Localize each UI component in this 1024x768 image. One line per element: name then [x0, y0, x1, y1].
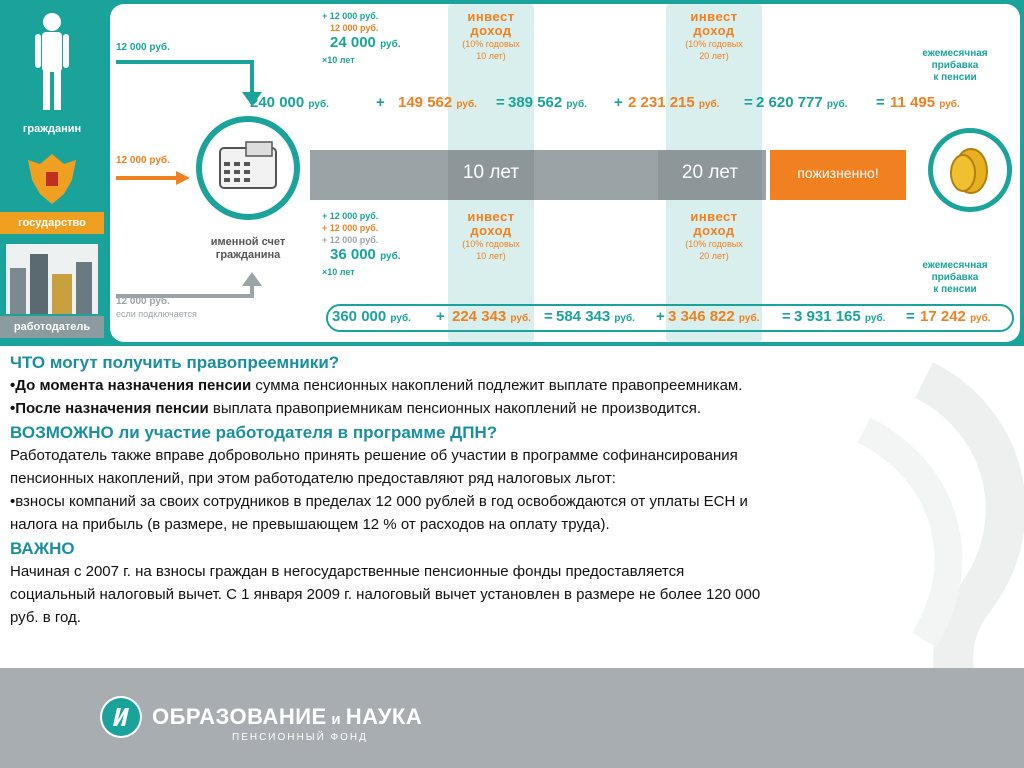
top-eq-2: = [744, 94, 753, 111]
state-label: государство [0, 212, 104, 234]
invest-label-bottom-20: инвест доход (10% годовых 20 лет) [685, 209, 743, 261]
account-label-line1: именной счет [210, 236, 286, 248]
top-v2: 149 562 руб. [398, 94, 477, 111]
top-v6: 11 495 руб. [890, 94, 960, 111]
lifelong-label: пожизненно! [797, 165, 879, 181]
top-plus-2: + [614, 94, 623, 111]
top-total: 24 000 руб. [330, 34, 401, 51]
coins-icon [933, 133, 1007, 207]
top-eq-3: = [876, 94, 885, 111]
top-v4: 2 231 215 руб. [628, 94, 720, 111]
timeline-label-10: 10 лет [462, 162, 520, 183]
bullet-after-pension: •После назначения пенсии выплата правоприемникам пенсионных накоплений не производится. [10, 400, 701, 417]
fund-subtitle: ПЕНСИОННЫЙ ФОНД [232, 732, 368, 743]
footer [0, 668, 1024, 768]
top-eq-1: = [496, 94, 505, 111]
text-section [10, 352, 1014, 629]
fund-name: ОБРАЗОВАНИЕ и НАУКА [152, 704, 423, 729]
employer-buildings-image [6, 244, 98, 314]
bottom-eq-1: = [544, 308, 553, 325]
employer-para-line3: •взносы компаний за своих сотрудников в пределах 12 000 рублей в год освобождаются от уплаты ЕСН и [10, 493, 748, 510]
top-sum-line-1: + 12 000 руб. [322, 11, 379, 21]
timeline-bar-cap [310, 150, 360, 200]
employer-amount: 12 000 руб. [116, 296, 170, 307]
heading-employer: ВОЗМОЖНО ли участие работодателя в программе ДПН? [10, 423, 498, 442]
citizen-icon [30, 10, 74, 115]
bullet-before-pension: •До момента назначения пенсии сумма пенсионных накоплений подлежит выплате правопреемникам. [10, 377, 743, 394]
fund-logo-icon [100, 696, 142, 738]
citizen-arrow-icon [114, 56, 264, 108]
account-label [192, 236, 304, 262]
employer-para-line1: Работодатель также вправе добровольно принять решение об участии в программе софинансирования [10, 447, 738, 464]
bottom-v5: 3 931 165 руб. [794, 308, 886, 325]
employer-label: работодатель [0, 316, 104, 338]
employer-para-line4: налога на прибыль (в размере, не превышающем 12 % от расходов на оплату труда). [10, 516, 610, 533]
top-sum-column [322, 10, 422, 66]
state-amount: 12 000 руб. [116, 155, 170, 166]
bottom-sum-line-2: + 12 000 руб. [322, 223, 379, 233]
bottom-eq-3: = [906, 308, 915, 325]
heading-successors: ЧТО могут получить правопреемники? [10, 353, 340, 372]
timeline-label-20: 20 лет [681, 162, 739, 183]
bottom-monthly-label: ежемесячная прибавка к пенсии [922, 260, 988, 295]
calculator-icon [202, 122, 294, 214]
important-para-line2: социальный налоговый вычет. С 1 января 2009 г. налоговый вычет установлен в размере не более 120 000 [10, 586, 761, 603]
top-monthly-label: ежемесячная прибавка к пенсии [922, 48, 988, 83]
invest-label-top-10: инвест доход (10% годовых 10 лет) [462, 9, 520, 61]
account-circle [196, 116, 300, 220]
bottom-sum-line-1: + 12 000 руб. [322, 211, 379, 221]
heading-important: ВАЖНО [10, 539, 75, 558]
bottom-equation-row [332, 308, 1012, 330]
top-equation-row [250, 94, 1010, 116]
account-label-line2: гражданина [215, 249, 281, 261]
bottom-v3: 584 343 руб. [556, 308, 635, 325]
top-sum-line-2: 12 000 руб. [330, 23, 379, 33]
top-plus-1: + [376, 94, 385, 111]
bottom-v6: 17 242 руб. [920, 308, 991, 325]
citizen-amount: 12 000 руб. [116, 42, 170, 53]
bottom-sum-column [322, 210, 422, 278]
bottom-plus-2: + [656, 308, 665, 325]
bottom-v2: 224 343 руб. [452, 308, 531, 325]
top-v1: 240 000 руб. [250, 94, 329, 111]
citizen-label: гражданин [22, 123, 82, 135]
state-arrow-icon [114, 168, 194, 188]
bottom-years: ×10 лет [322, 267, 355, 277]
important-para-line1: Начиная с 2007 г. на взносы граждан в негосударственные пенсионные фонды предоставляется [10, 563, 685, 580]
pension-infographic [0, 0, 1024, 346]
coat-of-arms-icon [24, 150, 80, 208]
calculation-panel [110, 4, 1020, 342]
bottom-eq-2: = [782, 308, 791, 325]
invest-label-top-20: инвест доход (10% годовых 20 лет) [685, 9, 743, 61]
coins-circle [928, 128, 1012, 212]
employer-note: если подключается [116, 309, 197, 319]
important-para-line3: руб. в год. [10, 609, 81, 626]
bottom-v1: 360 000 руб. [332, 308, 411, 325]
bottom-plus-1: + [436, 308, 445, 325]
employer-para-line2: пенсионных накоплений, при этом работодателю предоставляют ряд налоговых льгот: [10, 470, 616, 487]
invest-label-bottom-10: инвест доход (10% годовых 10 лет) [462, 209, 520, 261]
top-v5: 2 620 777 руб. [756, 94, 848, 111]
top-v3: 389 562 руб. [508, 94, 587, 111]
bottom-v4: 3 346 822 руб. [668, 308, 760, 325]
participants-column [0, 0, 110, 346]
bottom-sum-line-3: + 12 000 руб. [322, 235, 379, 245]
top-years: ×10 лет [322, 55, 355, 65]
bottom-total: 36 000 руб. [330, 246, 401, 263]
